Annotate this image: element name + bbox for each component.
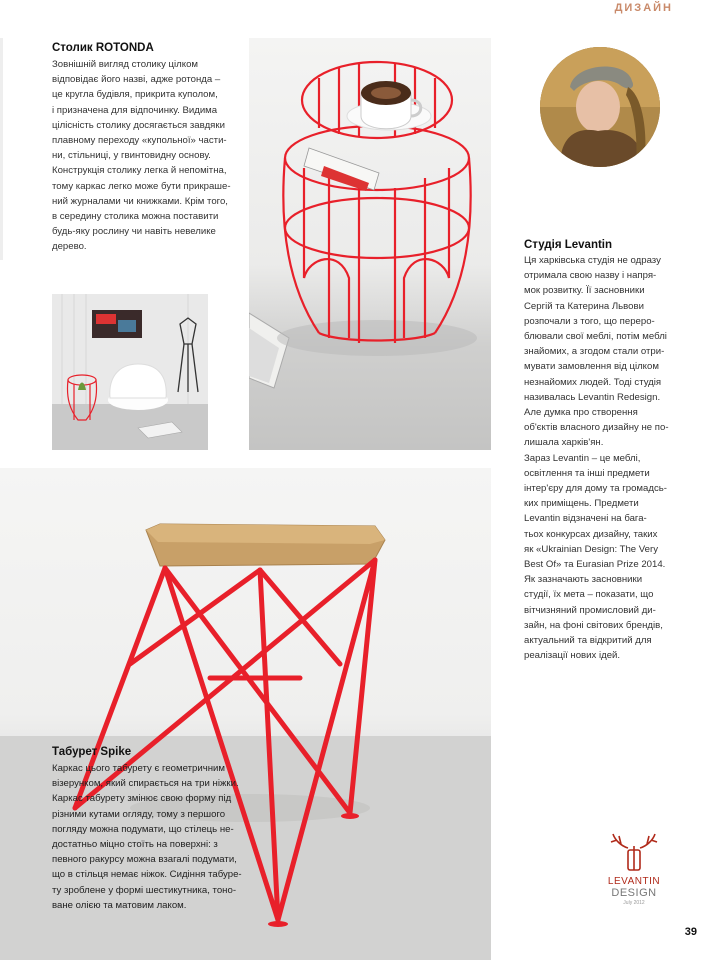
logo-line1: LEVANTIN: [607, 876, 661, 887]
spike-body: Каркас цього табурету є геометричним візерунком, який спирається на три ніжки. Каркас табурету змінює свою форму під різними кутами огляду, тому з першого погляду можна подумати, що стілець не- достатньо міцно стоїть на поверхні: з певного ракурсу можна взагалі подумати, що в стільця немає ніжок. Сидіння табуре- ту зроблене у формі шестикутника, тоно- ване олією та матовим лаком.: [52, 763, 242, 911]
rotonda-title: Столик ROTONDA: [52, 42, 154, 54]
section-label: ДИЗАЙН: [614, 2, 673, 14]
studio-body: Ця харківська студія не одразу отримала свою назву і напря- мок розвитку. Її засновники Сергій та Катерина Львови розпочали з того, що переро- блювали свої меблі, потім меблі знайомих, а згодом стали отри- мувати замовлення від цілком незнайомих людей. Тоді студія називалась Levantin Redesign. Але думка про створення об'єктів власного дизайну не по- лишала харків'ян. Зараз Levantin – це меблі, освітлення та інші предмети інтер'єру для дому та громадсь- ких приміщень. Предмети Levantin відзначені на бага- тьох конкурсах дизайну, таких як «Ukrainian Design: The Very Best Of» та Eurasian Prize 2014. Як зазначають засновники студії, їх мета – показати, що вітчизняний промисловий ди- зайн, на фоні світових брендів, актуальний та відкритий для реалізації нових ідей.: [524, 255, 669, 662]
interior-illustration: [52, 294, 208, 450]
logo-line2: DESIGN: [611, 887, 657, 899]
left-rule: [0, 38, 3, 260]
logo-line3: July 2012: [623, 900, 645, 906]
portrait-illustration: [540, 47, 660, 167]
spike-title: Табурет Spike: [52, 746, 132, 758]
interior-photo: [52, 294, 208, 450]
studio-title: Студія Levantin: [524, 239, 613, 251]
rotonda-body: Зовнішній вигляд столику цілком відповідає його назві, адже ротонда – це кругла будівля, прикрита куполом, і призначена для відпочинку. Видима цілісність столику досягається завдяки плавному переходу «купольної» части- ни, стільниці, у гвинтовидну основу. Конструкція столику легка й непомітна, тому каркас легко може бути прикраше- ний журналами чи книжками. Крім того, в середину столика можна поставити будь-яку рослину чи навіть невелике дерево.: [52, 59, 231, 253]
antler-icon: [603, 832, 665, 872]
rotonda-table-illustration: [249, 38, 491, 450]
rotonda-table-photo: [249, 38, 491, 450]
levantin-design-logo: [603, 832, 665, 910]
founder-portrait: [540, 47, 660, 167]
page-number: 39: [684, 926, 697, 938]
